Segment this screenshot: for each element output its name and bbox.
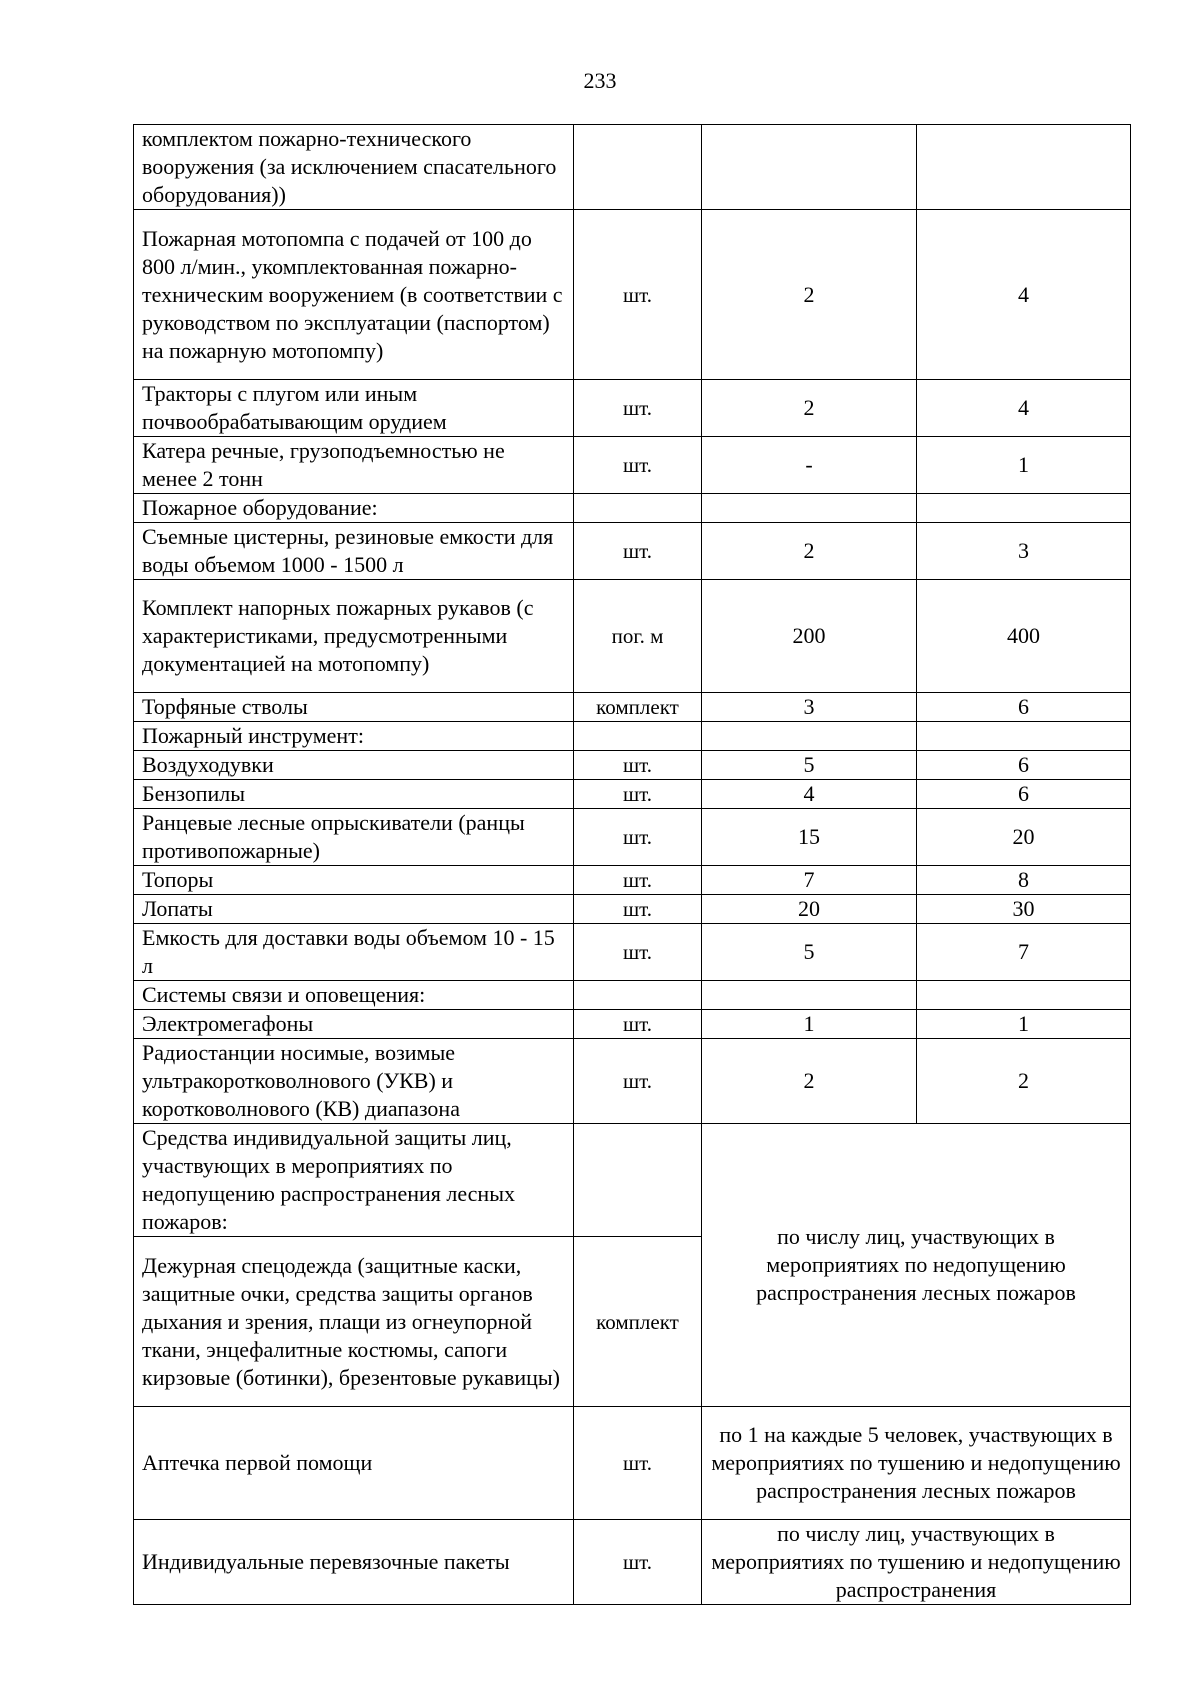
item-qty-1: 15 bbox=[702, 809, 917, 866]
section-heading: Системы связи и оповещения: bbox=[134, 981, 574, 1010]
item-qty-2: 6 bbox=[917, 780, 1131, 809]
item-qty-1: - bbox=[702, 437, 917, 494]
item-qty-2 bbox=[917, 981, 1131, 1010]
table-row bbox=[134, 866, 1131, 895]
item-unit: шт. bbox=[574, 1520, 702, 1605]
item-qty-2: 30 bbox=[917, 895, 1131, 924]
table-row bbox=[134, 809, 1131, 866]
table-row bbox=[134, 722, 1131, 751]
item-qty-2 bbox=[917, 722, 1131, 751]
section-heading: Средства индивидуальной защиты лиц, участвующих в мероприятиях по недопущению распространения лесных пожаров: bbox=[134, 1124, 574, 1237]
item-unit bbox=[574, 722, 702, 751]
item-qty-1 bbox=[702, 722, 917, 751]
table-body bbox=[134, 125, 1131, 1605]
item-qty-1 bbox=[702, 981, 917, 1010]
item-qty-2: 3 bbox=[917, 523, 1131, 580]
item-name: Ранцевые лесные опрыскиватели (ранцы противопожарные) bbox=[134, 809, 574, 866]
item-qty-2: 20 bbox=[917, 809, 1131, 866]
table-row bbox=[134, 494, 1131, 523]
ppe-quantity: по числу лиц, участвующих в мероприятиях по недопущению распространения лесных пожаров bbox=[702, 1124, 1131, 1407]
item-unit bbox=[574, 981, 702, 1010]
item-unit bbox=[574, 494, 702, 523]
item-unit bbox=[574, 125, 702, 210]
table-row bbox=[134, 1010, 1131, 1039]
table-row bbox=[134, 125, 1131, 210]
item-name: Катера речные, грузоподъемностью не менее 2 тонн bbox=[134, 437, 574, 494]
item-qty-2 bbox=[917, 494, 1131, 523]
item-unit: комплект bbox=[574, 1237, 702, 1407]
item-name: Аптечка первой помощи bbox=[134, 1407, 574, 1520]
table-row bbox=[134, 523, 1131, 580]
item-name: Съемные цистерны, резиновые емкости для воды объемом 1000 - 1500 л bbox=[134, 523, 574, 580]
item-qty-2: 7 bbox=[917, 924, 1131, 981]
item-qty-2: 6 bbox=[917, 693, 1131, 722]
table-row bbox=[134, 751, 1131, 780]
item-unit: шт. bbox=[574, 210, 702, 380]
item-name: комплектом пожарно-технического вооружения (за исключением спасательного оборудования)) bbox=[134, 125, 574, 210]
item-unit-empty bbox=[574, 1124, 702, 1237]
item-qty-1 bbox=[702, 494, 917, 523]
item-unit: шт. bbox=[574, 1039, 702, 1124]
item-qty-1: 7 bbox=[702, 866, 917, 895]
table-row bbox=[134, 981, 1131, 1010]
table-row bbox=[134, 1124, 1131, 1237]
item-name: Электромегафоны bbox=[134, 1010, 574, 1039]
table-row bbox=[134, 210, 1131, 380]
item-unit: шт. bbox=[574, 809, 702, 866]
item-unit: шт. bbox=[574, 1407, 702, 1520]
item-unit: шт. bbox=[574, 895, 702, 924]
item-qty-1: 1 bbox=[702, 1010, 917, 1039]
item-unit: шт. bbox=[574, 924, 702, 981]
table-row bbox=[134, 780, 1131, 809]
item-qty-2: 2 bbox=[917, 1039, 1131, 1124]
item-qty-1: 2 bbox=[702, 380, 917, 437]
item-qty-2: 1 bbox=[917, 1010, 1131, 1039]
table-row bbox=[134, 924, 1131, 981]
page-number: 233 bbox=[583, 68, 617, 93]
item-name: Лопаты bbox=[134, 895, 574, 924]
item-name: Дежурная спецодежда (защитные каски, защитные очки, средства защиты органов дыхания и зрения, плащи из огнеупорной ткани, энцефалитные костюмы, сапоги кирзовые (ботинки), брезентовые рукавицы) bbox=[134, 1237, 574, 1407]
item-name: Радиостанции носимые, возимые ультракоротковолнового (УКВ) и коротковолнового (КВ) диапазона bbox=[134, 1039, 574, 1124]
item-unit: шт. bbox=[574, 523, 702, 580]
bandages-quantity: по числу лиц, участвующих в мероприятиях по тушению и недопущению распространения bbox=[702, 1520, 1131, 1605]
table-row bbox=[134, 693, 1131, 722]
item-name: Емкость для доставки воды объемом 10 - 15 л bbox=[134, 924, 574, 981]
item-qty-1: 5 bbox=[702, 751, 917, 780]
item-qty-1: 3 bbox=[702, 693, 917, 722]
item-unit: шт. bbox=[574, 437, 702, 494]
item-qty-2: 400 bbox=[917, 580, 1131, 693]
item-qty-1: 2 bbox=[702, 523, 917, 580]
item-name: Индивидуальные перевязочные пакеты bbox=[134, 1520, 574, 1605]
section-heading: Пожарное оборудование: bbox=[134, 494, 574, 523]
item-name: Пожарная мотопомпа с подачей от 100 до 800 л/мин., укомплектованная пожарно-техническим вооружением (в соответствии с руководством по эксплуатации (паспортом) на пожарную мотопомпу) bbox=[134, 210, 574, 380]
first-aid-quantity: по 1 на каждые 5 человек, участвующих в мероприятиях по тушению и недопущению распространения лесных пожаров bbox=[702, 1407, 1131, 1520]
item-unit: пог. м bbox=[574, 580, 702, 693]
item-qty-1: 5 bbox=[702, 924, 917, 981]
item-unit: шт. bbox=[574, 866, 702, 895]
table-row bbox=[134, 1039, 1131, 1124]
item-name: Торфяные стволы bbox=[134, 693, 574, 722]
item-qty-2: 4 bbox=[917, 380, 1131, 437]
item-unit: шт. bbox=[574, 380, 702, 437]
table-row bbox=[134, 1520, 1131, 1605]
item-unit: комплект bbox=[574, 693, 702, 722]
item-qty-2: 1 bbox=[917, 437, 1131, 494]
item-unit: шт. bbox=[574, 1010, 702, 1039]
item-qty-1: 2 bbox=[702, 1039, 917, 1124]
item-qty-2 bbox=[917, 125, 1131, 210]
section-heading: Пожарный инструмент: bbox=[134, 722, 574, 751]
item-name: Комплект напорных пожарных рукавов (с характеристиками, предусмотренными документацией на мотопомпу) bbox=[134, 580, 574, 693]
table-row bbox=[134, 580, 1131, 693]
item-qty-2: 8 bbox=[917, 866, 1131, 895]
table-row bbox=[134, 895, 1131, 924]
item-unit: шт. bbox=[574, 780, 702, 809]
item-name: Воздуходувки bbox=[134, 751, 574, 780]
item-unit: шт. bbox=[574, 751, 702, 780]
item-name: Бензопилы bbox=[134, 780, 574, 809]
item-qty-2: 6 bbox=[917, 751, 1131, 780]
equipment-table bbox=[133, 124, 1131, 1605]
item-name: Тракторы с плугом или иным почвообрабатывающим орудием bbox=[134, 380, 574, 437]
table-row bbox=[134, 1407, 1131, 1520]
item-qty-1: 2 bbox=[702, 210, 917, 380]
item-qty-2: 4 bbox=[917, 210, 1131, 380]
table-row bbox=[134, 380, 1131, 437]
item-qty-1: 4 bbox=[702, 780, 917, 809]
item-qty-1: 20 bbox=[702, 895, 917, 924]
item-qty-1 bbox=[702, 125, 917, 210]
item-qty-1: 200 bbox=[702, 580, 917, 693]
item-name: Топоры bbox=[134, 866, 574, 895]
table-row bbox=[134, 437, 1131, 494]
